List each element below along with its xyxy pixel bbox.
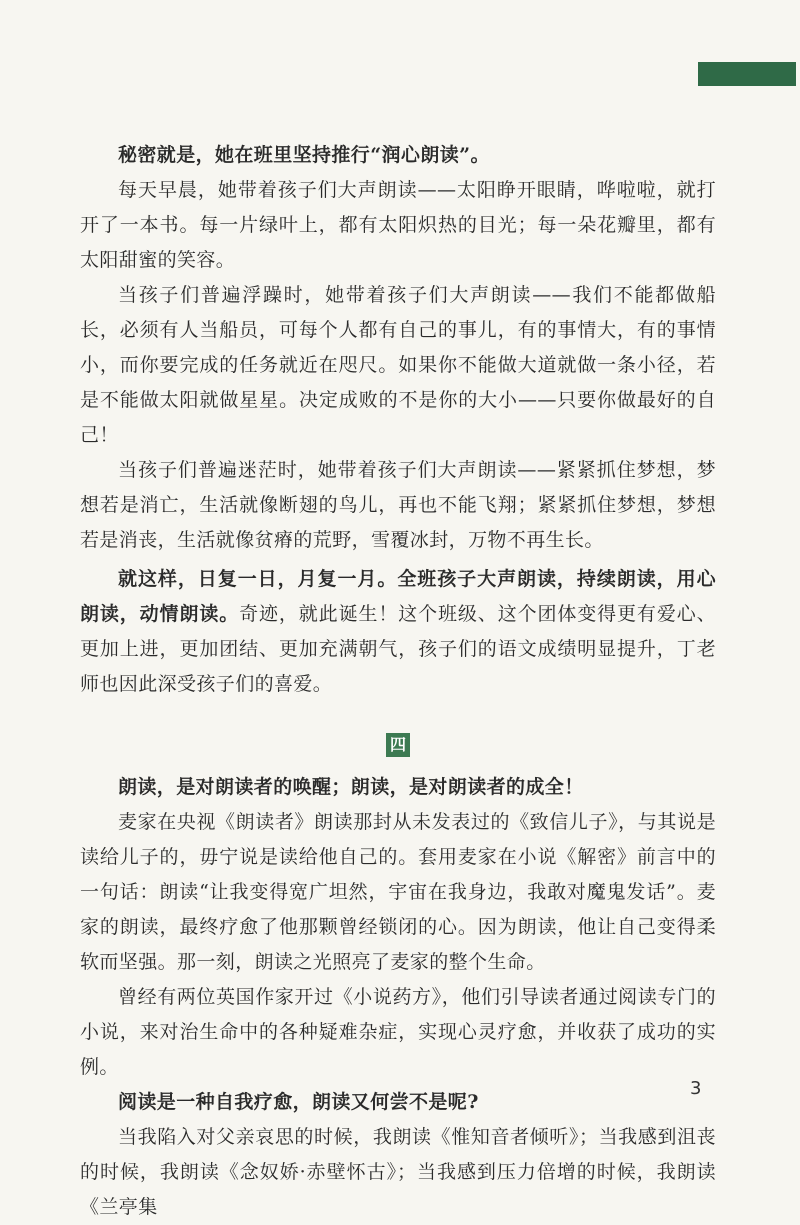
paragraph-1: 秘密就是，她在班里坚持推行“润心朗读”。 <box>118 144 490 166</box>
chapter-tab-marker <box>698 62 796 86</box>
section-number-badge: 四 <box>386 733 410 757</box>
paragraph-5-bold: 就这样，日复一日，月复一月。全班孩子大声朗读，持续朗读，用心朗读，动情朗读。 <box>80 568 716 625</box>
page-number: 3 <box>690 1078 702 1099</box>
paragraph-5-rest: 奇迹，就此诞生！这个班级、这个团体变得更有爱心、更加上进，更加团结、更加充满朝气，孩子们的语文成绩明显提升，丁老师也因此深受孩子们的喜爱。 <box>80 603 716 695</box>
page-body <box>80 138 716 1225</box>
paragraph-2: 每天早晨，她带着孩子们大声朗读——太阳睁开眼睛，哗啦啦，就打开了一本书。每一片绿叶上，都有太阳炽热的目光；每一朵花瓣里，都有太阳甜蜜的笑容。 <box>80 179 716 271</box>
paragraph-5 <box>80 562 716 702</box>
section-heading <box>80 726 716 762</box>
paragraph-4: 当孩子们普遍迷茫时，她带着孩子们大声朗读——紧紧抓住梦想，梦想若是消亡，生活就像断翅的鸟儿，再也不能飞翔；紧紧抓住梦想，梦想若是消丧，生活就像贫瘠的荒野，雪覆冰封，万物不再生长。 <box>80 459 716 551</box>
paragraph-3: 当孩子们普遍浮躁时，她带着孩子们大声朗读——我们不能都做船长，必须有人当船员，可每个人都有自己的事儿，有的事情大，有的事情小，而你要完成的任务就近在咫尺。如果你不能做大道就做一条小径，若是不能做太阳就做星星。决定成败的不是你的大小——只要你做最好的自己！ <box>80 284 716 446</box>
paragraph-9: 阅读是一种自我疗愈，朗读又何尝不是呢? <box>118 1091 479 1113</box>
paragraph-10: 当我陷入对父亲哀思的时候，我朗读《惟知音者倾听》；当我感到沮丧的时候，我朗读《念奴娇·赤壁怀古》；当我感到压力倍增的时候，我朗读《兰亭集 <box>80 1126 716 1218</box>
paragraph-7: 麦家在央视《朗读者》朗读那封从未发表过的《致信儿子》，与其说是读给儿子的，毋宁说是读给他自己的。套用麦家在小说《解密》前言中的一句话：朗读“让我变得宽广坦然，宇宙在我身边，我敢对魔鬼发话”。麦家的朗读，最终疗愈了他那颗曾经锁闭的心。因为朗读，他让自己变得柔软而坚强。那一刻，朗读之光照亮了麦家的整个生命。 <box>80 811 716 973</box>
paragraph-6: 朗读，是对朗读者的唤醒；朗读，是对朗读者的成全！ <box>118 776 584 798</box>
paragraph-8: 曾经有两位英国作家开过《小说药方》，他们引导读者通过阅读专门的小说，来对治生命中的各种疑难杂症，实现心灵疗愈，并收获了成功的实例。 <box>80 986 716 1078</box>
